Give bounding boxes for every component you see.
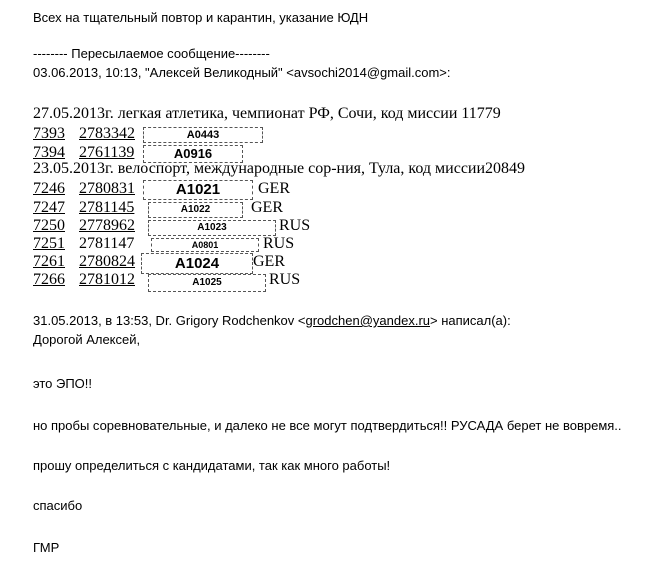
country-code: RUS — [269, 271, 301, 288]
sample-code: 2781012 — [79, 271, 135, 288]
forward-from: 03.06.2013, 10:13, "Алексей Великодный" <avsochi2014@gmail.com>: — [33, 65, 451, 80]
sample-number[interactable]: 7251 — [33, 235, 65, 252]
sample-id-box: A0443 — [143, 127, 263, 143]
sample-code: 2783342 — [79, 125, 135, 142]
sample-id-box: A0801 — [151, 238, 259, 252]
country-code: RUS — [263, 235, 295, 252]
sample-code: 2780824 — [79, 253, 135, 270]
event-1-heading: 27.05.2013г. легкая атлетика, чемпионат РФ, Сочи, код миссии 11779 — [33, 105, 501, 122]
sample-id-box: A1024 — [141, 253, 253, 274]
sample-code: 2780831 — [79, 180, 135, 197]
sample-number[interactable]: 7247 — [33, 199, 65, 216]
body-paragraph-3: прошу определиться с кандидатами, так как много работы! — [33, 458, 391, 473]
country-code: RUS — [279, 217, 311, 234]
sample-id-box: A1025 — [148, 274, 266, 292]
signature: ГМР — [33, 540, 60, 555]
body-paragraph-2: но пробы соревновательные, и далеко не все могут подтвердиться!! РУСАДА берет не вовремя.. — [33, 418, 622, 433]
event-2-heading: 23.05.2013г. велоспорт, международные сор-ния, Тула, код миссии20849 — [33, 160, 526, 177]
sample-number[interactable]: 7266 — [33, 271, 65, 288]
forward-marker: -------- Пересылаемое сообщение-------- — [33, 46, 270, 61]
body-paragraph-1: это ЭПО!! — [33, 376, 93, 391]
sample-code: 2781145 — [79, 199, 135, 216]
sample-code: 2761139 — [79, 144, 135, 161]
sample-number[interactable]: 7261 — [33, 253, 65, 270]
sample-number[interactable]: 7246 — [33, 180, 65, 197]
sample-id-box: A0916 — [143, 145, 243, 163]
reply-email-link[interactable]: grodchen@yandex.ru — [305, 313, 430, 328]
country-code: GER — [253, 253, 285, 270]
sample-id-box: A1021 — [143, 180, 253, 200]
country-code: GER — [258, 180, 290, 197]
greeting: Дорогой Алексей, — [33, 332, 141, 347]
reply-header — [33, 313, 511, 328]
thanks: спасибо — [33, 498, 83, 513]
reply-header-suffix: > написал(а): — [430, 313, 511, 328]
sample-number[interactable]: 7393 — [33, 125, 65, 142]
sample-id-box: A1023 — [148, 220, 276, 236]
header-line: Всех на тщательный повтор и карантин, указание ЮДН — [33, 10, 369, 25]
country-code: GER — [251, 199, 283, 216]
sample-code: 2781147 — [79, 235, 135, 252]
sample-id-box: A1022 — [148, 202, 243, 218]
reply-header-prefix: 31.05.2013, в 13:53, Dr. Grigory Rodchenkov < — [33, 313, 306, 328]
sample-code: 2778962 — [79, 217, 135, 234]
sample-number[interactable]: 7394 — [33, 144, 65, 161]
sample-number[interactable]: 7250 — [33, 217, 65, 234]
